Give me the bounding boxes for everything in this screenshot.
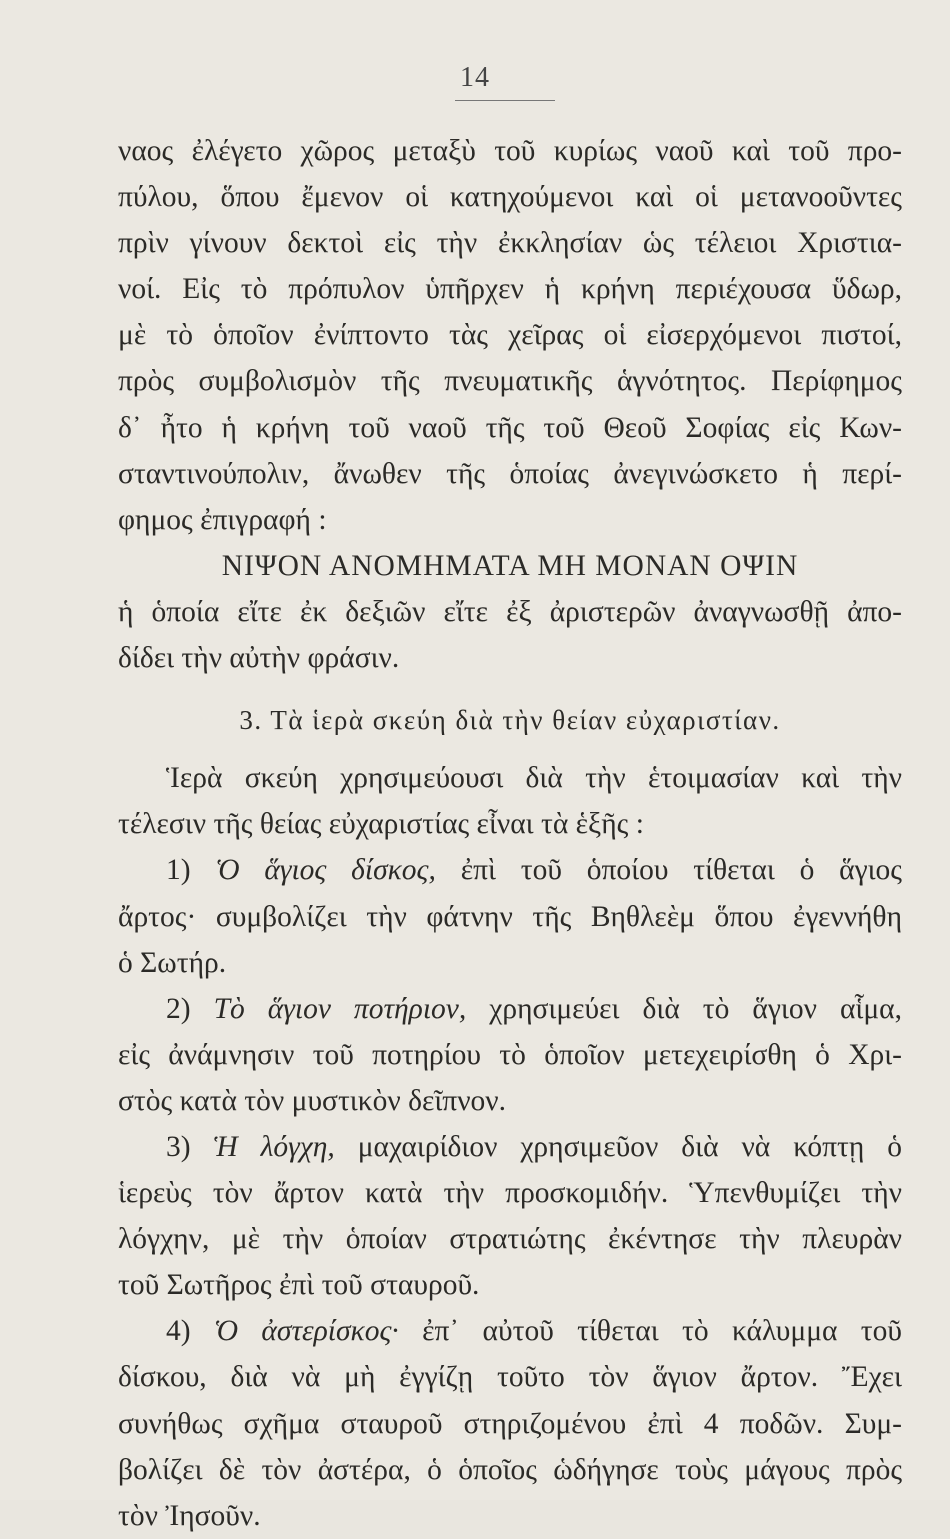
- text-line: ἄρτος· συμβολίζει τὴν φάτνην τῆς Βηθλεὲμ ὅπου ἐγεννήθη: [118, 900, 902, 933]
- page-text: [118, 128, 902, 1539]
- item-number: 4): [166, 1315, 214, 1348]
- text-line: πρὶν γίνουν δεκτοὶ εἰς τὴν ἐκκλησίαν ὡς τέλειοι Χριστια-: [118, 227, 902, 260]
- list-item-first-line: [118, 1308, 902, 1354]
- item-text: ἐπὶ τοῦ ὁποίου τίθεται ὁ ἅγιος: [435, 854, 902, 887]
- text-line: ἱερεὺς τὸν ἄρτον κατὰ τὴν προσκομιδήν. Ὑπενθυμίζει τὴν: [118, 1177, 902, 1210]
- text-line: τέλεσιν τῆς θείας εὐχαριστίας εἶναι τὰ ἑξῆς :: [118, 808, 644, 841]
- text-line: δ᾽ ἦτο ἡ κρήνη τοῦ ναοῦ τῆς τοῦ Θεοῦ Σοφίας εἰς Κων-: [118, 411, 902, 444]
- inscription: ΝΙΨΟΝ ΑΝΟΜΗΜΑΤΑ ΜΗ ΜΟΝΑΝ ΟΨΙΝ: [221, 549, 799, 582]
- text-line: ναος ἐλέγετο χῶρος μεταξὺ τοῦ κυρίως ναοῦ καὶ τοῦ προ-: [118, 135, 902, 167]
- text-line: δίσκου, διὰ νὰ μὴ ἐγγίζῃ τοῦτο τὸν ἅγιον ἄρτον. Ἔχει: [118, 1361, 902, 1394]
- text-line: σταντινούπολιν, ἄνωθεν τῆς ὁποίας ἀνεγινώσκετο ἡ περί-: [118, 457, 902, 490]
- header-rule: [455, 100, 555, 101]
- page-number: 14: [460, 62, 490, 93]
- text-line: πρὸς συμβολισμὸν τῆς πνευματικῆς ἁγνότητος. Περίφημος: [118, 365, 902, 398]
- text-line: εἰς ἀνάμνησιν τοῦ ποτηρίου τὸ ὁποῖον μετεχειρίσθη ὁ Χρι-: [118, 1038, 902, 1071]
- list-item-first-line: [118, 1124, 902, 1170]
- item-number: 1): [166, 854, 216, 887]
- text-line: ὁ Σωτήρ.: [118, 946, 227, 979]
- list-item-first-line: [118, 847, 902, 893]
- item-text: ἐπ᾽ αὐτοῦ τίθεται τὸ κάλυμμα τοῦ: [398, 1315, 902, 1348]
- text-line: στὸς κατὰ τὸν μυστικὸν δεῖπνον.: [118, 1084, 506, 1117]
- item-term: Ὁ ἅγιος δίσκος,: [215, 854, 436, 887]
- list-item-first-line: [118, 986, 902, 1032]
- text-line: πύλου, ὅπου ἔμενον οἱ κατηχούμενοι καὶ οἱ μετανοοῦντες: [118, 181, 902, 214]
- text-line: ἡ ὁποία εἴτε ἐκ δεξιῶν εἴτε ἐξ ἀριστερῶν ἀναγνωσθῇ ἀπο-: [118, 595, 902, 628]
- text-line: Ἱερὰ σκεύη χρησιμεύουσι διὰ τὴν ἑτοιμασίαν καὶ τὴν: [166, 762, 902, 795]
- text-line: βολίζει δὲ τὸν ἀστέρα, ὁ ὁποῖος ὡδήγησε τοὺς μάγους πρὸς: [118, 1453, 902, 1486]
- item-text: χρησιμεύει διὰ τὸ ἅγιον αἷμα,: [466, 992, 902, 1025]
- text-line: μὲ τὸ ὁποῖον ἐνίπτοντο τὰς χεῖρας οἱ εἰσερχόμενοι πιστοί,: [118, 319, 902, 352]
- item-text: μαχαιρίδιον χρησιμεῦον διὰ νὰ κόπτῃ ὁ: [334, 1130, 902, 1163]
- text-line: συνήθως σχῆμα σταυροῦ στηριζομένου ἐπὶ 4 ποδῶν. Συμ-: [118, 1407, 902, 1440]
- item-term: Τὸ ἅγιον ποτήριον,: [213, 992, 467, 1025]
- section-heading: 3. Τὰ ἱερὰ σκεύη διὰ τὴν θείαν εὐχαριστίαν.: [239, 705, 781, 736]
- item-number: 3): [166, 1130, 214, 1163]
- text-line: λόγχην, μὲ τὴν ὁποίαν στρατιώτης ἐκέντησε τὴν πλευρὰν: [118, 1223, 902, 1256]
- item-number: 2): [166, 992, 214, 1025]
- text-line: τὸν Ἰησοῦν.: [118, 1499, 261, 1532]
- text-line: φημος ἐπιγραφή :: [118, 503, 327, 536]
- text-line: νοί. Εἰς τὸ πρόπυλον ὑπῆρχεν ἡ κρήνη περιέχουσα ὕδωρ,: [118, 273, 902, 306]
- text-line: τοῦ Σωτῆρος ἐπὶ τοῦ σταυροῦ.: [118, 1269, 480, 1302]
- text-line: δίδει τὴν αὐτὴν φράσιν.: [118, 642, 400, 675]
- item-term: Ἡ λόγχη,: [213, 1130, 335, 1163]
- item-term: Ὁ ἀστερίσκος·: [213, 1315, 399, 1348]
